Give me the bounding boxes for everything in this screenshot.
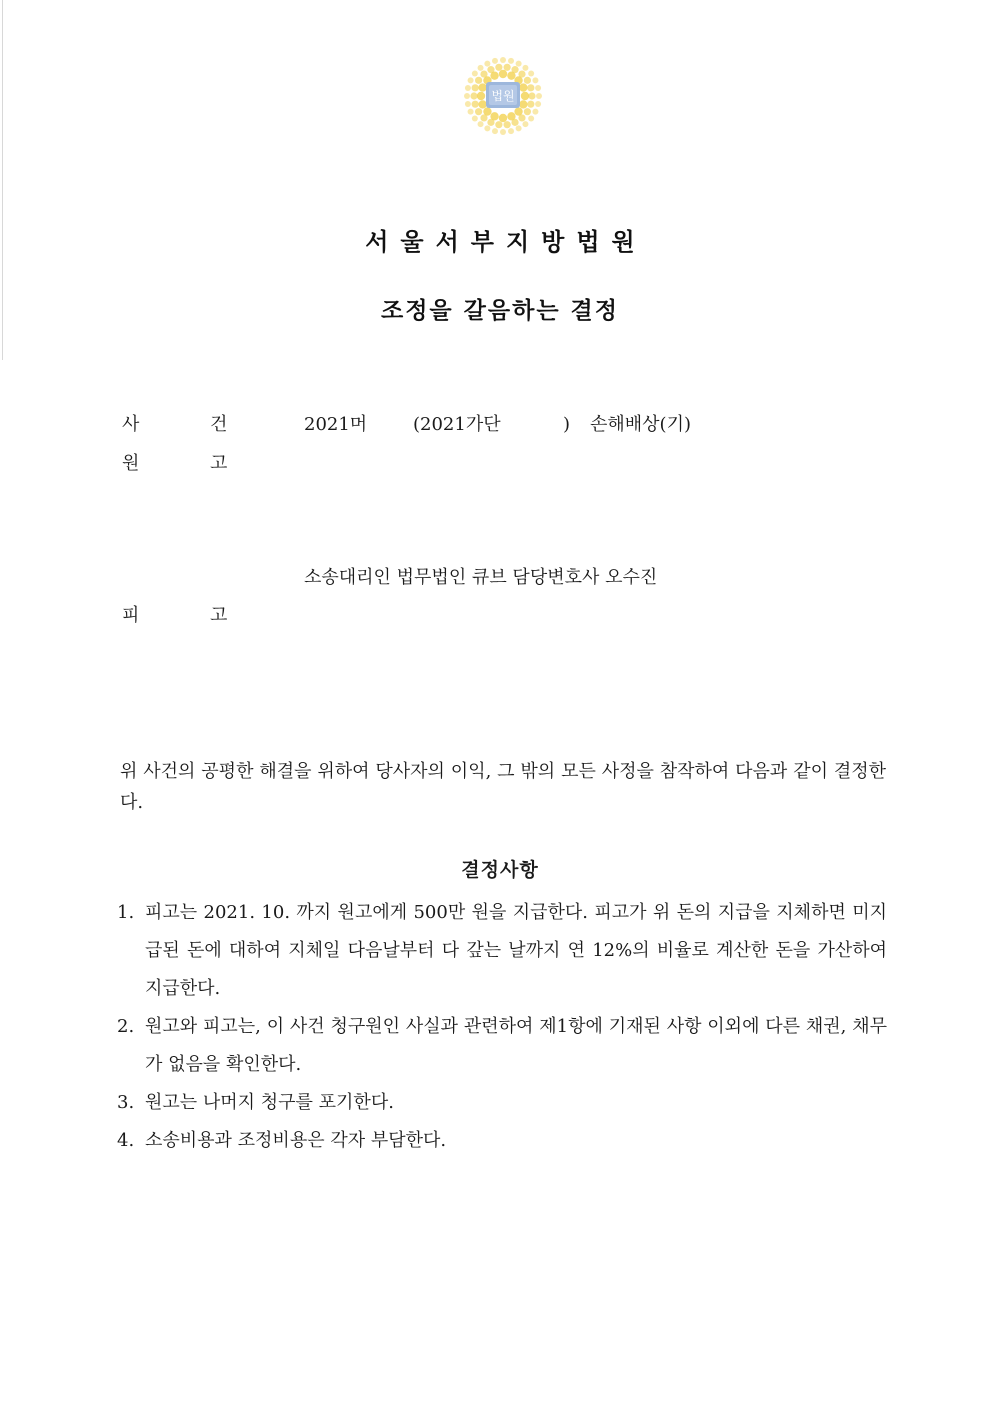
seal-petal xyxy=(472,101,479,108)
seal-petal xyxy=(464,93,470,99)
seal-petal xyxy=(499,114,507,122)
seal-petal xyxy=(504,121,511,128)
seal-petal xyxy=(524,77,531,84)
seal-petal xyxy=(536,93,542,99)
seal-petal xyxy=(478,100,486,108)
seal-petal xyxy=(475,108,482,115)
item-number: 2. xyxy=(117,1016,135,1037)
seal-petal xyxy=(519,100,527,108)
court-seal-emblem xyxy=(461,52,545,140)
seal-petal xyxy=(478,65,484,71)
seal-petal xyxy=(518,70,525,77)
item-text: 원고와 피고는, 이 사건 청구원인 사실과 관련하여 제1항에 기재된 사항 이외에 다른 채권, 채무가 없음을 확인한다. xyxy=(145,1016,887,1075)
seal-petal xyxy=(480,114,487,121)
seal-petal xyxy=(495,64,502,71)
seal-petal xyxy=(478,121,484,127)
seal-petal xyxy=(521,92,529,100)
seal-petal xyxy=(508,128,514,134)
seal-petal xyxy=(495,121,502,128)
case-type: 손해배상(기) xyxy=(590,414,691,435)
item-number: 4. xyxy=(117,1130,135,1151)
seal-petal xyxy=(532,109,538,115)
case-label-char-2: 건 xyxy=(210,414,228,435)
decision-item-1 xyxy=(117,894,887,1008)
seal-petal xyxy=(468,109,474,115)
seal-petal xyxy=(522,121,528,127)
case-label-char-1: 사 xyxy=(122,414,140,435)
seal-petal xyxy=(516,61,522,67)
seal-petal xyxy=(524,108,531,115)
plaintiff-label-char-2: 고 xyxy=(210,453,228,474)
seal-petal xyxy=(528,115,534,121)
decision-item-4 xyxy=(117,1122,887,1160)
defendant-label-char-2: 고 xyxy=(210,605,228,626)
seal-petal xyxy=(511,119,518,126)
seal-petal xyxy=(492,128,498,134)
decision-heading: 결정사항 xyxy=(461,859,539,881)
defendant-label-char-1: 피 xyxy=(122,605,140,626)
original-case-number: (2021가단 xyxy=(413,414,501,435)
seal-petal xyxy=(516,125,522,131)
decision-item-3 xyxy=(117,1084,887,1122)
seal-petal xyxy=(484,125,490,131)
item-text: 피고는 2021. 10. 까지 원고에게 500만 원을 지급한다. 피고가 위 돈의 지급을 지체하면 미지급된 돈에 대하여 지체일 다음날부터 다 갚는 날까지 연 12%의 비율로 계산한 돈을 가산하여 지급한다. xyxy=(145,902,887,999)
seal-petal xyxy=(465,101,471,107)
item-number: 1. xyxy=(117,902,135,923)
seal-petal xyxy=(528,71,534,77)
seal-petal xyxy=(519,83,527,91)
seal-petal xyxy=(492,58,498,64)
seal-petal xyxy=(527,101,534,108)
seal-petal xyxy=(468,77,474,83)
court-name: 서울서부지방법원 xyxy=(365,228,647,256)
seal-petal xyxy=(475,77,482,84)
original-case-close: ) xyxy=(563,414,571,435)
plaintiff-label-char-1: 원 xyxy=(122,453,140,474)
seal-petal xyxy=(499,70,507,78)
seal-petal xyxy=(504,64,511,71)
document-title: 조정을 갈음하는 결정 xyxy=(381,298,619,324)
item-text: 소송비용과 조정비용은 각자 부담한다. xyxy=(145,1130,447,1151)
plaintiff-counsel: 소송대리인 법무법인 큐브 담당변호사 오수진 xyxy=(304,567,658,588)
seal-petal xyxy=(522,65,528,71)
seal-petal xyxy=(500,129,506,135)
seal-petal xyxy=(484,61,490,67)
seal-petal xyxy=(532,77,538,83)
item-text: 원고는 나머지 청구를 포기한다. xyxy=(145,1092,394,1113)
decision-items-list xyxy=(117,894,887,1160)
seal-petal xyxy=(500,57,506,63)
seal-petal xyxy=(527,84,534,91)
seal-petal xyxy=(508,58,514,64)
seal-petal xyxy=(472,115,478,121)
case-number: 2021머 xyxy=(304,414,368,435)
seal-petal xyxy=(528,92,535,99)
seal-petal xyxy=(511,66,518,73)
seal-petal xyxy=(480,70,487,77)
seal-petal xyxy=(478,83,486,91)
seal-petal xyxy=(472,84,479,91)
seal-petal xyxy=(487,119,494,126)
item-number: 3. xyxy=(117,1092,135,1113)
seal-petal xyxy=(535,85,541,91)
seal-petal xyxy=(472,71,478,77)
preamble-paragraph: 위 사건의 공평한 해결을 위하여 당사자의 이익, 그 밖의 모든 사정을 참작하여 다음과 같이 결정한다. xyxy=(120,761,886,813)
seal-petal xyxy=(477,92,485,100)
seal-text: 법원 xyxy=(491,89,515,103)
seal-petal xyxy=(470,92,477,99)
seal-petal xyxy=(487,66,494,73)
decision-item-2 xyxy=(117,1008,887,1084)
seal-petal xyxy=(465,85,471,91)
seal-petal xyxy=(518,114,525,121)
seal-petal xyxy=(535,101,541,107)
